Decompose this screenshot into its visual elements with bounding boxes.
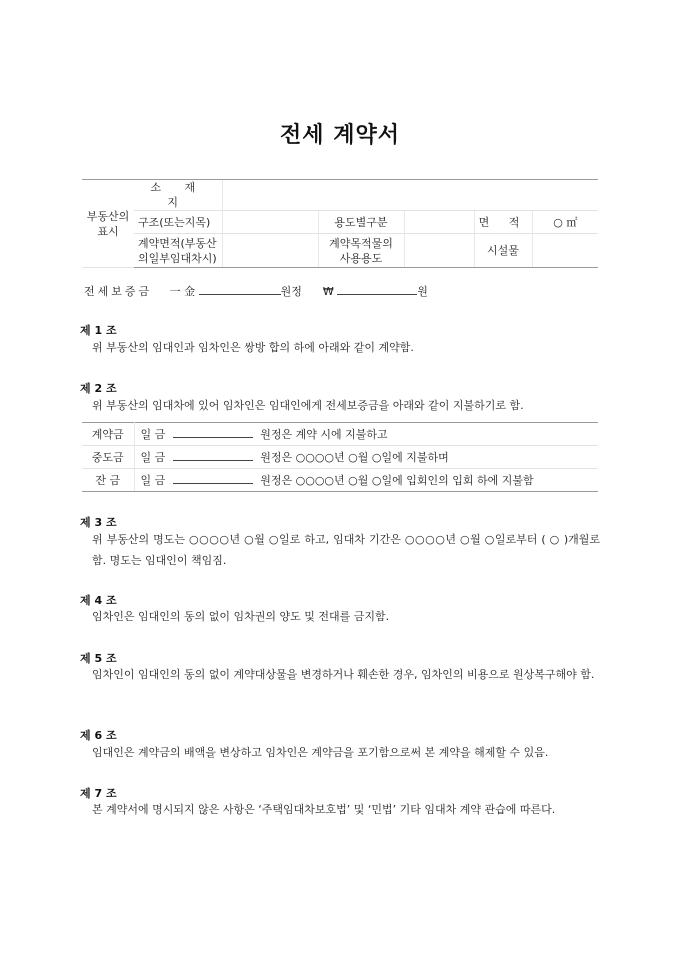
payment-amount-blank[interactable] <box>173 426 253 438</box>
payment-row <box>82 446 598 469</box>
payment-label: 잔 금 <box>82 469 134 492</box>
article-1-title: 제 1 조 <box>80 324 117 337</box>
purpose-value <box>404 234 474 268</box>
payment-row <box>82 469 598 492</box>
contract-area-label: 계약면적(부동산 의일부임대차시) <box>134 234 222 268</box>
structure-label: 구조(또는지목) <box>134 211 222 234</box>
structure-value <box>222 211 318 234</box>
deposit-unit-2: 원 <box>417 285 428 298</box>
article-3-text: 위 부동산의 명도는 ○○○○년 ○월 ○일로 하고, 임대차 기간은 ○○○○년 ○월 ○일로부터 ( ○ )개월로 함. 명도는 임대인이 책임짐. <box>92 533 600 567</box>
area-value: ○ ㎡ <box>532 211 598 234</box>
payment-detail: 일 금 원정은 계약 시에 지불하고 <box>134 423 598 446</box>
article-4-title: 제 4 조 <box>80 594 117 607</box>
article-2-title: 제 2 조 <box>80 382 117 395</box>
property-group-label: 부동산의 표시 <box>82 180 134 268</box>
purpose-label: 계약목적물의 사용용도 <box>318 234 404 268</box>
article-6-text: 임대인은 계약금의 배액을 변상하고 임차인은 계약금을 포기함으로써 본 계약을 해제할 수 있음. <box>92 746 549 759</box>
deposit-prefix: 一 金 <box>169 285 196 298</box>
deposit-number-blank[interactable] <box>337 283 417 295</box>
deposit-line <box>84 283 428 299</box>
article-7-title: 제 7 조 <box>80 787 117 800</box>
facility-value <box>532 234 598 268</box>
article-4-text: 임차인은 임대인의 동의 없이 임차권의 양도 및 전대를 금지함. <box>92 610 390 623</box>
deposit-unit-1: 원정 <box>280 285 302 298</box>
article-5-text: 임차인이 임대인의 동의 없이 계약대상물을 변경하거나 훼손한 경우, 임차인의 비용으로 원상복구해야 함. <box>92 668 595 681</box>
article-3-title: 제 3 조 <box>80 516 117 529</box>
article-7-text: 본 계약서에 명시되지 않은 사항은 ‘주택임대차보호법’ 및 ‘민법’ 기타 임대차 계약 관습에 따른다. <box>92 803 556 816</box>
payment-label: 계약금 <box>82 423 134 446</box>
contract-area-value <box>222 234 318 268</box>
location-value <box>222 180 598 211</box>
article-6-title: 제 6 조 <box>80 729 117 742</box>
deposit-label: 전세보증금 <box>84 285 153 298</box>
area-label: 면 적 <box>474 211 532 234</box>
article-2-text: 위 부동산의 임대차에 있어 임차인은 임대인에게 전세보증금을 아래와 같이 지불하기로 함. <box>92 399 524 412</box>
deposit-amount-blank[interactable] <box>199 283 281 295</box>
usage-value <box>404 211 474 234</box>
payment-amount-blank[interactable] <box>173 472 253 484</box>
location-label: 소 재 지 <box>134 180 222 211</box>
document-title: 전세 계약서 <box>280 123 400 148</box>
usage-label: 용도별구분 <box>318 211 404 234</box>
article-5-title: 제 5 조 <box>80 652 117 665</box>
won-sign: ₩ <box>322 285 334 298</box>
payment-amount-blank[interactable] <box>173 449 253 461</box>
facility-label: 시설물 <box>474 234 532 268</box>
payment-label: 중도금 <box>82 446 134 469</box>
property-table <box>82 179 598 268</box>
payment-detail: 일 금 원정은 ○○○○년 ○월 ○일에 지불하며 <box>134 446 598 469</box>
article-1-text: 위 부동산의 임대인과 임차인은 쌍방 합의 하에 아래와 같이 계약함. <box>92 341 414 354</box>
payment-row <box>82 423 598 446</box>
payment-table <box>82 422 598 492</box>
payment-detail: 일 금 원정은 ○○○○년 ○월 ○일에 입회인의 입회 하에 지불함 <box>134 469 598 492</box>
